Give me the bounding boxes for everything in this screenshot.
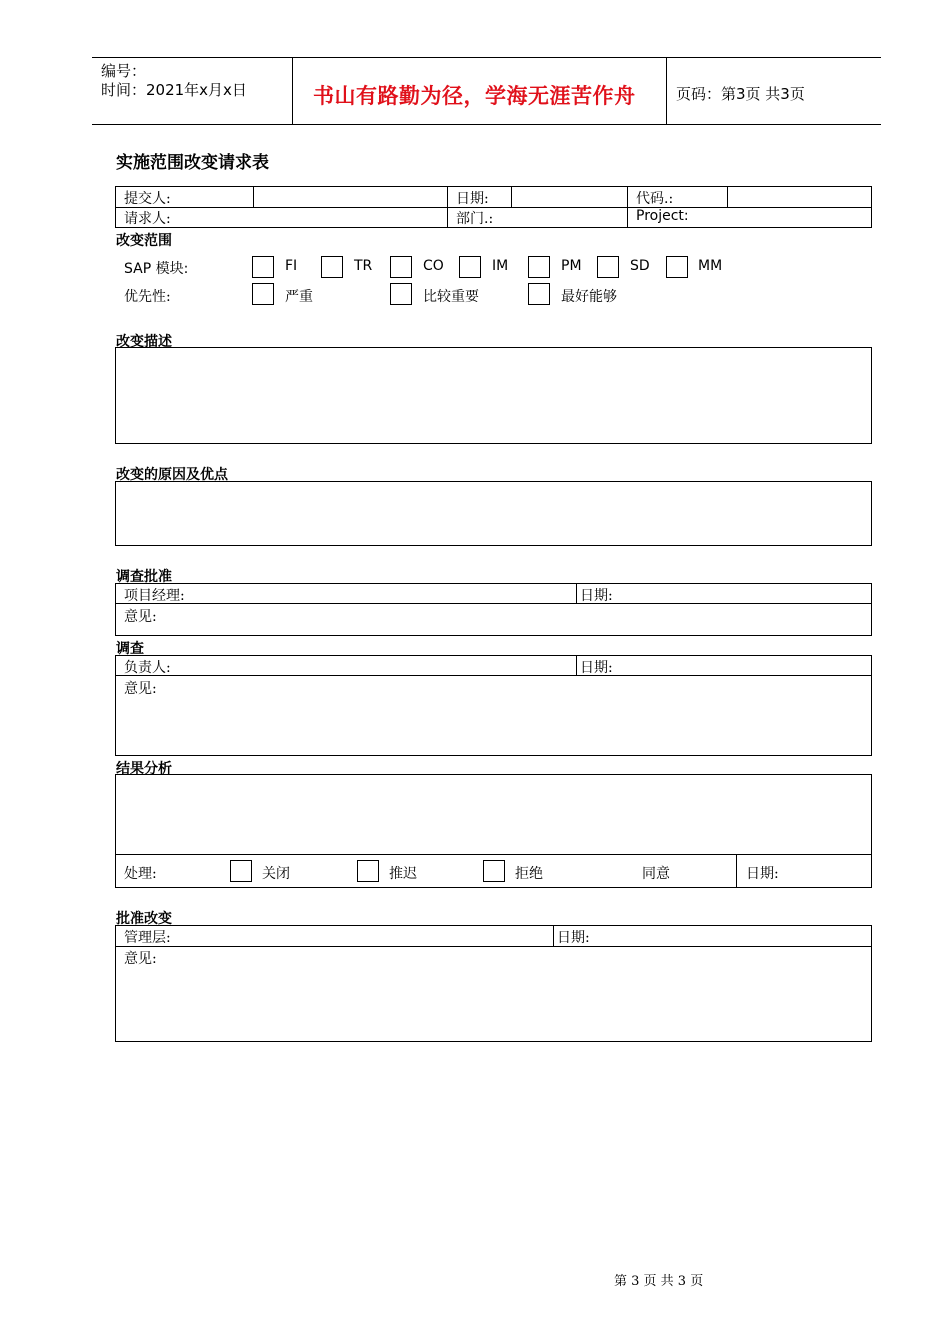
- result-col-divider: [736, 854, 737, 888]
- submitter-label: 提交人:: [124, 191, 171, 207]
- postpone-checkbox[interactable]: [357, 860, 379, 882]
- investigation-opinion-label: 意见:: [124, 681, 157, 697]
- approval-heading: 批准改变: [116, 911, 172, 927]
- info-col-2: [447, 186, 448, 228]
- scope-heading: 改变范围: [116, 233, 172, 249]
- investigation-date-label: 日期:: [580, 660, 613, 676]
- reason-heading: 改变的原因及优点: [116, 467, 228, 483]
- project-label: Project:: [636, 208, 689, 224]
- info-row-divider: [115, 207, 872, 208]
- review-col-divider: [576, 583, 577, 603]
- header-bottom-rule: [92, 124, 881, 125]
- mgmt-label: 管理层:: [124, 930, 171, 946]
- module-im-label: IM: [492, 258, 509, 274]
- agree-label: 同意: [642, 866, 670, 882]
- description-heading: 改变描述: [116, 334, 172, 350]
- header-page-info: 页码：第3页 共3页: [676, 85, 805, 103]
- module-tr-label: TR: [354, 258, 373, 274]
- reject-checkbox[interactable]: [483, 860, 505, 882]
- priority-critical-checkbox[interactable]: [252, 283, 274, 305]
- reason-textarea[interactable]: [115, 481, 872, 546]
- approval-opinion-label: 意见:: [124, 951, 157, 967]
- priority-nice-checkbox[interactable]: [528, 283, 550, 305]
- module-mm-checkbox[interactable]: [666, 256, 688, 278]
- approval-row-divider: [115, 946, 872, 947]
- header-top-rule: [92, 57, 881, 58]
- info-col-5: [727, 186, 728, 207]
- module-sd-checkbox[interactable]: [597, 256, 619, 278]
- investigation-table: [115, 655, 872, 756]
- department-label: 部门.:: [456, 211, 494, 227]
- review-approval-table: [115, 583, 872, 636]
- approval-date-label: 日期:: [557, 930, 590, 946]
- module-im-checkbox[interactable]: [459, 256, 481, 278]
- close-label: 关闭: [262, 866, 290, 882]
- handle-label: 处理:: [124, 866, 157, 882]
- module-fi-checkbox[interactable]: [252, 256, 274, 278]
- result-date-label: 日期:: [746, 866, 779, 882]
- result-row-divider: [115, 854, 872, 855]
- module-sd-label: SD: [630, 258, 650, 274]
- header-motto: 书山有路勤为径，学海无涯苦作舟: [313, 84, 636, 108]
- priority-important-checkbox[interactable]: [390, 283, 412, 305]
- module-tr-checkbox[interactable]: [321, 256, 343, 278]
- module-co-label: CO: [423, 258, 444, 274]
- investigation-row-divider: [115, 675, 872, 676]
- investigation-col-divider: [576, 655, 577, 675]
- pm-label: 项目经理:: [124, 588, 185, 604]
- module-pm-checkbox[interactable]: [528, 256, 550, 278]
- header-divider-left: [292, 57, 293, 124]
- priority-critical-label: 严重: [285, 289, 313, 305]
- owner-label: 负责人:: [124, 660, 171, 676]
- close-checkbox[interactable]: [230, 860, 252, 882]
- info-col-3: [511, 186, 512, 207]
- priority-important-label: 比较重要: [423, 289, 479, 305]
- approval-table: [115, 925, 872, 1042]
- requester-label: 请求人:: [124, 211, 171, 227]
- postpone-label: 推迟: [389, 866, 417, 882]
- priority-nice-label: 最好能够: [561, 289, 617, 305]
- result-heading: 结果分析: [116, 761, 172, 777]
- info-col-1: [253, 186, 254, 207]
- form-title: 实施范围改变请求表: [116, 153, 269, 173]
- footer-page-number: 第 3 页 共 3 页: [614, 1274, 704, 1289]
- description-textarea[interactable]: [115, 347, 872, 444]
- priority-label: 优先性:: [124, 289, 171, 305]
- review-opinion-label: 意见:: [124, 609, 157, 625]
- module-co-checkbox[interactable]: [390, 256, 412, 278]
- investigation-heading: 调查: [116, 641, 144, 657]
- header-number-label: 编号：: [101, 62, 147, 80]
- header-divider-right: [666, 57, 667, 124]
- module-mm-label: MM: [698, 258, 723, 274]
- code-label: 代码.:: [636, 191, 674, 207]
- info-col-4: [627, 186, 628, 228]
- review-row-divider: [115, 603, 872, 604]
- reject-label: 拒绝: [515, 866, 543, 882]
- review-date-label: 日期:: [580, 588, 613, 604]
- module-pm-label: PM: [561, 258, 582, 274]
- review-approval-heading: 调查批准: [116, 569, 172, 585]
- info-date-label: 日期:: [456, 191, 489, 207]
- approval-col-divider: [553, 925, 554, 946]
- header-time-label: 时间：2021年x月x日: [101, 81, 247, 99]
- module-fi-label: FI: [285, 258, 298, 274]
- sap-module-label: SAP 模块:: [124, 261, 189, 277]
